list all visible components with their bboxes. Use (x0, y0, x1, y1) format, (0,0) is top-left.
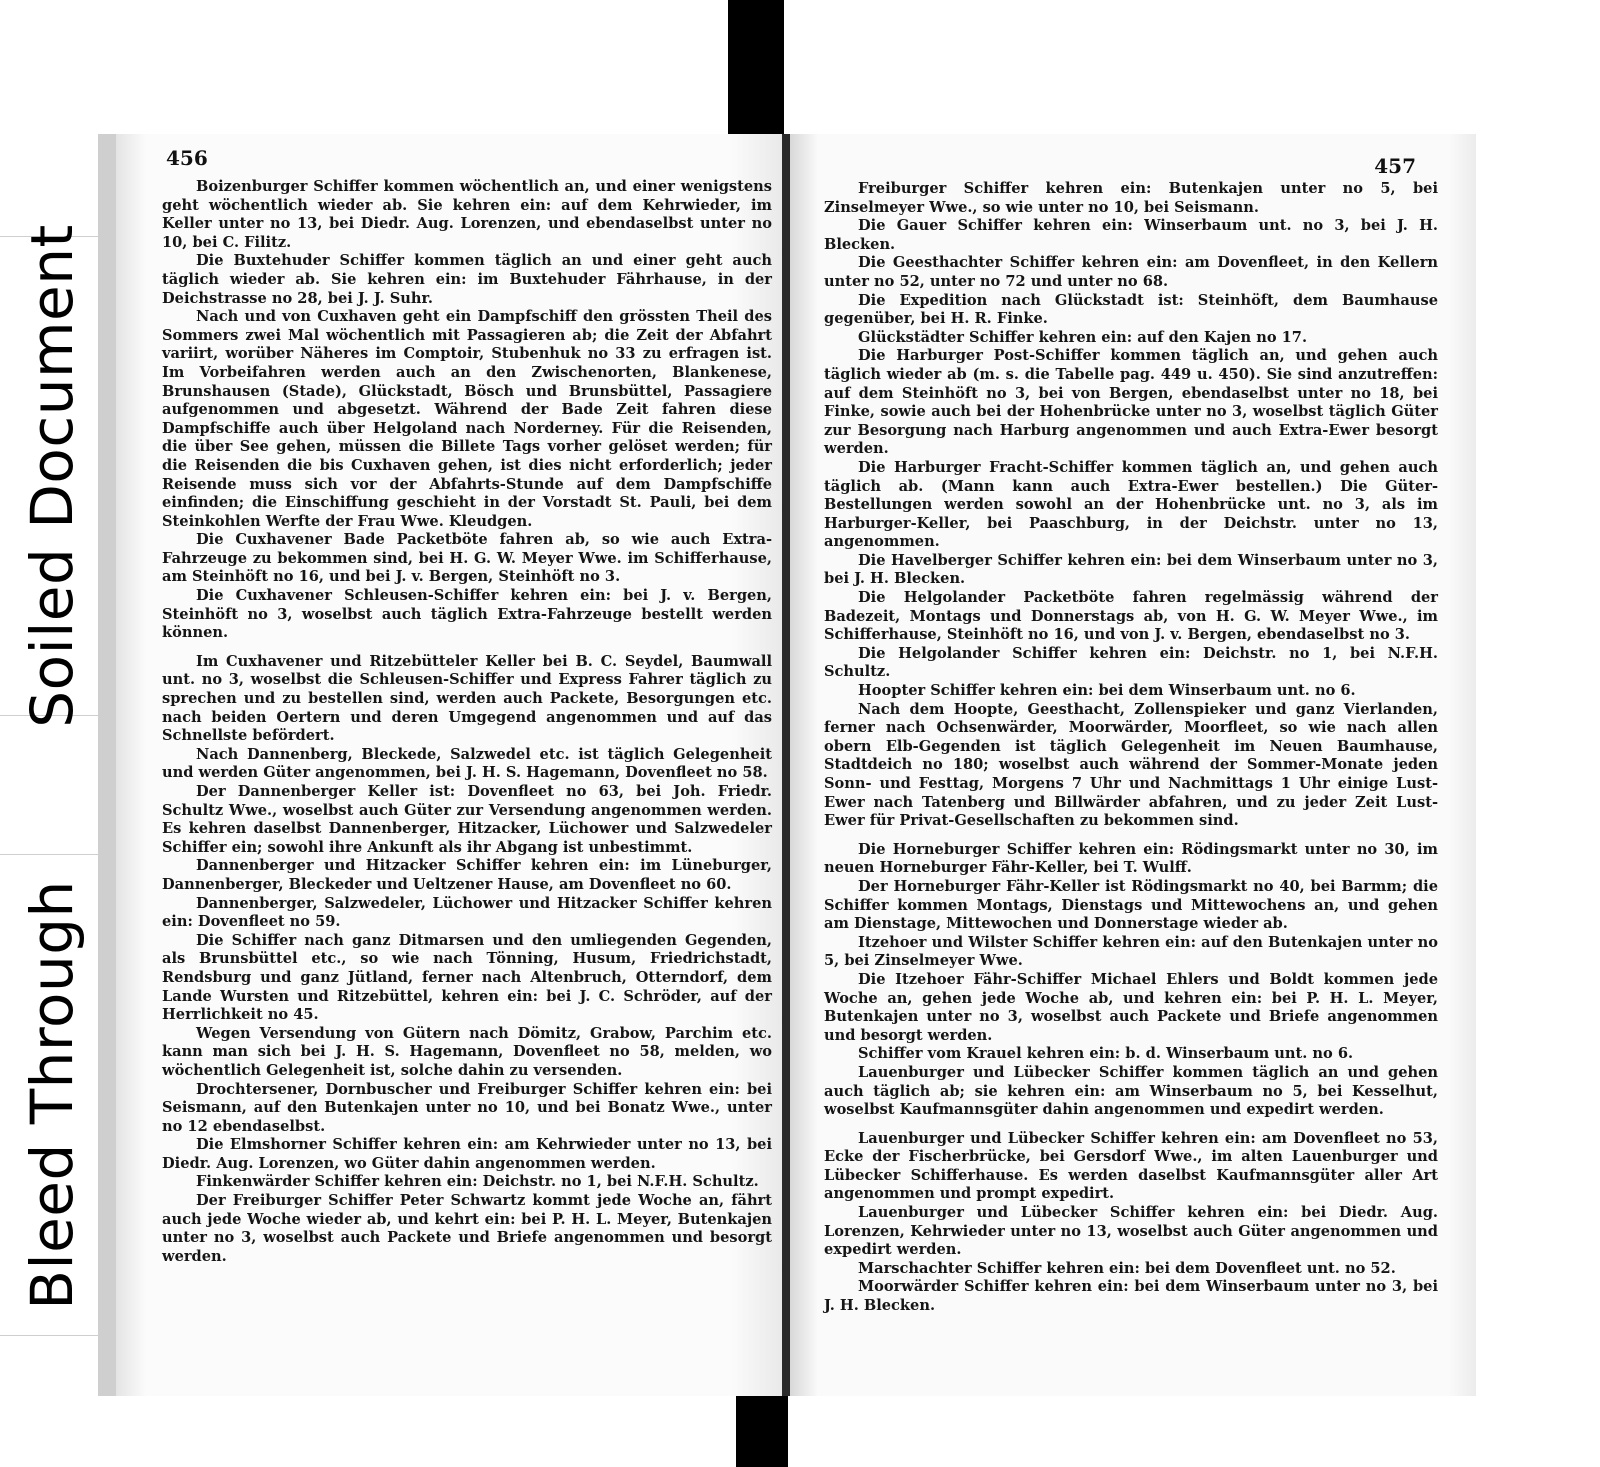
right-paragraph: Die Expedition nach Glückstadt ist: Steinhöft, dem Baumhause gegenüber, bei H. R. Finke. (824, 291, 1438, 328)
left-page-text (162, 178, 772, 1266)
left-paragraph: Wegen Versendung von Gütern nach Dömitz, Grabow, Parchim etc. kann man sich bei J. H. S. Hagemann, Dovenfleet no 58, melden, wo wöchentlich Gelegenheit ist, solche dahin zu versenden. (162, 1024, 772, 1079)
left-paragraph: Die Buxtehuder Schiffer kommen täglich an und einer geht auch täglich wieder ab. Sie kehren ein: im Buxtehuder Fährhause, in der Deichstrasse no 28, bei J. J. Suhr. (162, 252, 772, 307)
right-paragraph: Die Horneburger Schiffer kehren ein: Rödingsmarkt unter no 30, im neuen Horneburger Fähr-Keller, bei T. Wulff. (824, 840, 1438, 877)
right-paragraph: Lauenburger und Lübecker Schiffer kommen täglich an und gehen auch täglich ab; sie kehren ein: am Winserbaum no 5, bei Kesselhut, woselbst Kaufmannsgüter dahin angenommen und expedirt werden. (824, 1063, 1438, 1119)
right-paragraph: Marschachter Schiffer kehren ein: bei dem Dovenfleet unt. no 52. (858, 1259, 1396, 1277)
binding-strip-top (728, 0, 784, 150)
left-paragraph: Drochtersener, Dornbuscher und Freiburger Schiffer kehren ein: bei Seismann, auf den Butenkajen unter no 10, und bei Bonatz Wwe., unter no 12 ebendaselbst. (162, 1080, 772, 1135)
right-paragraph: Lauenburger und Lübecker Schiffer kehren ein: bei Diedr. Aug. Lorenzen, Kehrwieder unter no 13, woselbst auch Güter angenommen und expedirt werden. (824, 1204, 1438, 1259)
right-paragraph: Nach dem Hoopte, Geesthacht, Zollenspieker und ganz Vierlanden, ferner nach Ochsenwärder, Moorwärder, Moorfleet, so wie nach allen obern Elb-Gegenden ist täglich Gelegenheit im Neuen Baumhause, Stadtdeich no 180; woselbst auch während der Sommer-Monate jeden Sonn- und Festtag, Morgens 7 Uhr und Nachmittags 1 Uhr einige Lust-Ewer nach Tatenberg und Billwärder abfahren, und zu jeder Zeit Lust-Ewer für Privat-Gesellschaften zu bekommen sind. (824, 700, 1438, 830)
bleed-through-tag (0, 854, 104, 1336)
right-page-text (824, 180, 1438, 1316)
left-paragraph: Der Freiburger Schiffer Peter Schwartz kommt jede Woche an, fährt auch jede Woche wieder ab, und kehrt ein: bei P. H. L. Meyer, Butenkajen unter no 3, woselbst auch Packete und Briefe angenommen und besorgt werden. (162, 1192, 772, 1265)
left-page-number: 456 (166, 146, 208, 170)
left-paragraph: Die Elmshorner Schiffer kehren ein: am Kehrwieder unter no 13, bei Diedr. Aug. Lorenzen, wo Güter dahin angenommen werden. (162, 1136, 772, 1172)
soiled-document-label: Soiled Document (18, 224, 86, 728)
right-paragraph: Moorwärder Schiffer kehren ein: bei dem Winserbaum unter no 3, bei J. H. Blecken. (824, 1278, 1438, 1315)
left-paragraph: Die Cuxhavener Schleusen-Schiffer kehren ein: bei J. v. Bergen, Steinhöft no 3, woselbst auch täglich Extra-Fahrzeuge bestellt werden können. (162, 587, 772, 642)
binding-strip-bottom (736, 1392, 788, 1467)
right-paragraph: Hoopter Schiffer kehren ein: bei dem Winserbaum unt. no 6. (858, 682, 1356, 700)
left-paragraph: Der Dannenberger Keller ist: Dovenfleet no 63, bei Joh. Friedr. Schultz Wwe., woselbst auch Güter zur Versendung angenommen werden. Es kehren daselbst Dannenberger, Hitzacker, Lüchower und Salzwedeler Schiffer ein; sowohl ihre Ankunft als ihr Abgang ist unbestimmt. (162, 783, 772, 856)
left-paragraph: Dannenberger, Salzwedeler, Lüchower und Hitzacker Schiffer kehren ein: Dovenfleet no 59. (162, 894, 772, 931)
left-paragraph: Die Schiffer nach ganz Ditmarsen und den umliegenden Gegenden, als Brunsbüttel etc., so wie nach Tönning, Husum, Friedrichstadt, Rendsburg und ganz Jütland, ferner nach Altenbruch, Otterndorf, dem Lande Wursten und Ritzebüttel, kehren ein: bei J. C. Schröder, auf der Herrlichkeit no 45. (162, 931, 772, 1024)
soiled-document-tag (0, 224, 104, 728)
right-page (790, 134, 1476, 1396)
right-paragraph: Glückstädter Schiffer kehren ein: auf den Kajen no 17. (858, 328, 1308, 346)
right-paragraph: Lauenburger und Lübecker Schiffer kehren ein: am Dovenfleet no 53, Ecke der Fischerbrücke, bei Gersdorf Wwe., im alten Lauenburger und Lübecker Schifferhause. Es werden daselbst Kaufmannsgüter aller Art angenommen und prompt expedirt. (824, 1129, 1438, 1203)
left-paragraph: Dannenberger und Hitzacker Schiffer kehren ein: im Lüneburger, Dannenberger, Bleckeder und Ueltzener Hause, am Dovenfleet no 60. (162, 857, 772, 893)
right-paragraph: Die Havelberger Schiffer kehren ein: bei dem Winserbaum unter no 3, bei J. H. Blecken. (824, 551, 1438, 588)
right-paragraph: Der Horneburger Fähr-Keller ist Rödingsmarkt no 40, bei Barmm; die Schiffer kommen Montags, Dienstags und Mittewochens an, und gehen am Dienstage, Mittewochen und Donnerstage wieder ab. (824, 877, 1438, 933)
left-paragraph: Nach und von Cuxhaven geht ein Dampfschiff den grössten Theil des Sommers zwei Mal wöchentlich mit Passagieren ab; die Zeit der Abfahrt variirt, worüber Näheres im Comptoir, Stubenhuk no 33 zu erfragen ist. Im Vorbeifahren werden auch an den Zwischenorten, Blankenese, Brunshausen (Stade), Glückstadt, Bösch und Brunsbüttel, Passagiere aufgenommen und abgesetzt. Während der Bade Zeit fahren diese Dampfschiffe auch über Helgoland nach Norderney. Für die Reisenden, die über See gehen, müssen die Billete Tags vorher gelöset werden; für die Reisenden die bis Cuxhaven gehen, ist dies nicht erforderlich; jeder Reisende muss sich vor der Abfahrts-Stunde auf dem Dampfschiffe einfinden; die Einschiffung geschieht in der Vorstadt St. Pauli, bei dem Steinkohlen Werfte der Frau Wwe. Kleudgen. (162, 308, 772, 530)
right-paragraph: Freiburger Schiffer kehren ein: Butenkajen unter no 5, bei Zinselmeyer Wwe., so wie unter no 10, bei Seismann. (824, 180, 1438, 216)
right-page-number: 457 (1374, 154, 1416, 178)
left-page (98, 134, 785, 1396)
left-paragraph: Boizenburger Schiffer kommen wöchentlich an, und einer wenigstens geht wöchentlich wieder ab. Sie kehren ein: auf dem Kehrwieder, im Keller unter no 13, bei Diedr. Aug. Lorenzen, und ebendaselbst unter no 10, bei C. Filitz. (162, 178, 772, 251)
right-paragraph: Schiffer vom Krauel kehren ein: b. d. Winserbaum unt. no 6. (858, 1045, 1354, 1063)
right-paragraph: Die Gauer Schiffer kehren ein: Winserbaum unt. no 3, bei J. H. Blecken. (824, 217, 1438, 253)
left-paragraph: Nach Dannenberg, Bleckede, Salzwedel etc. ist täglich Gelegenheit und werden Güter angenommen, bei J. H. S. Hagemann, Dovenfleet no 58. (162, 745, 772, 782)
right-paragraph: Die Geesthachter Schiffer kehren ein: am Dovenfleet, in den Kellern unter no 52, unter no 72 und unter no 68. (824, 254, 1438, 290)
left-paragraph: Die Cuxhavener Bade Packetböte fahren ab, so wie auch Extra-Fahrzeuge zu bekommen sind, bei H. G. W. Meyer Wwe. im Schifferhause, am Steinhöft no 16, und bei J. v. Bergen, Steinhöft no 3. (162, 531, 772, 586)
right-paragraph: Die Harburger Post-Schiffer kommen täglich an, und gehen auch täglich wieder ab (m. s. die Tabelle pag. 449 u. 450). Sie sind anzutreffen: auf dem Steinhöft no 3, bei von Bergen, ebendaselbst unter no 18, bei Finke, sowie auch bei der Hohenbrücke unter no 3, woselbst täglich Güter zur Besorgung nach Harburg angenommen und auch Extra-Ewer besorgt werden. (824, 347, 1438, 458)
right-paragraph: Die Itzehoer Fähr-Schiffer Michael Ehlers und Boldt kommen jede Woche an, gehen jede Woche ab, und kehren ein: bei P. H. L. Meyer, Butenkajen unter no 3, woselbst auch Packete und Briefe angenommen und besorgt werden. (824, 970, 1438, 1044)
right-paragraph: Die Helgolander Schiffer kehren ein: Deichstr. no 1, bei N.F.H. Schultz. (824, 644, 1438, 681)
bleed-through-label: Bleed Through (18, 880, 86, 1310)
right-paragraph: Die Harburger Fracht-Schiffer kommen täglich an, und gehen auch täglich ab. (Mann kann auch Extra-Ewer bestellen.) Die Güter-Bestellungen werden sowohl an der Hohenbrücke unt. no 3, als im Harburger-Keller, bei Paaschburg, in der Deichstr. unter no 13, angenommen. (824, 458, 1438, 551)
left-paragraph: Finkenwärder Schiffer kehren ein: Deichstr. no 1, bei N.F.H. Schultz. (196, 1173, 759, 1191)
left-paragraph: Im Cuxhavener und Ritzebütteler Keller bei B. C. Seydel, Baumwall unt. no 3, woselbst die Schleusen-Schiffer und Express Fahrer täglich zu sprechen und zu bestellen sind, werden auch Packete, Besorgungen etc. nach beiden Oertern und deren Umgegend angenommen und auf das Schnellste befördert. (162, 652, 772, 745)
right-paragraph: Itzehoer und Wilster Schiffer kehren ein: auf den Butenkajen unter no 5, bei Zinselmeyer Wwe. (824, 933, 1438, 970)
book-spread (98, 134, 1476, 1396)
right-paragraph: Die Helgolander Packetböte fahren regelmässig während der Badezeit, Montags und Donnerstags ab, von H. G. W. Meyer Wwe., im Schifferhause, Steinhöft no 16, und von J. v. Bergen, ebendaselbst no 3. (824, 589, 1438, 644)
